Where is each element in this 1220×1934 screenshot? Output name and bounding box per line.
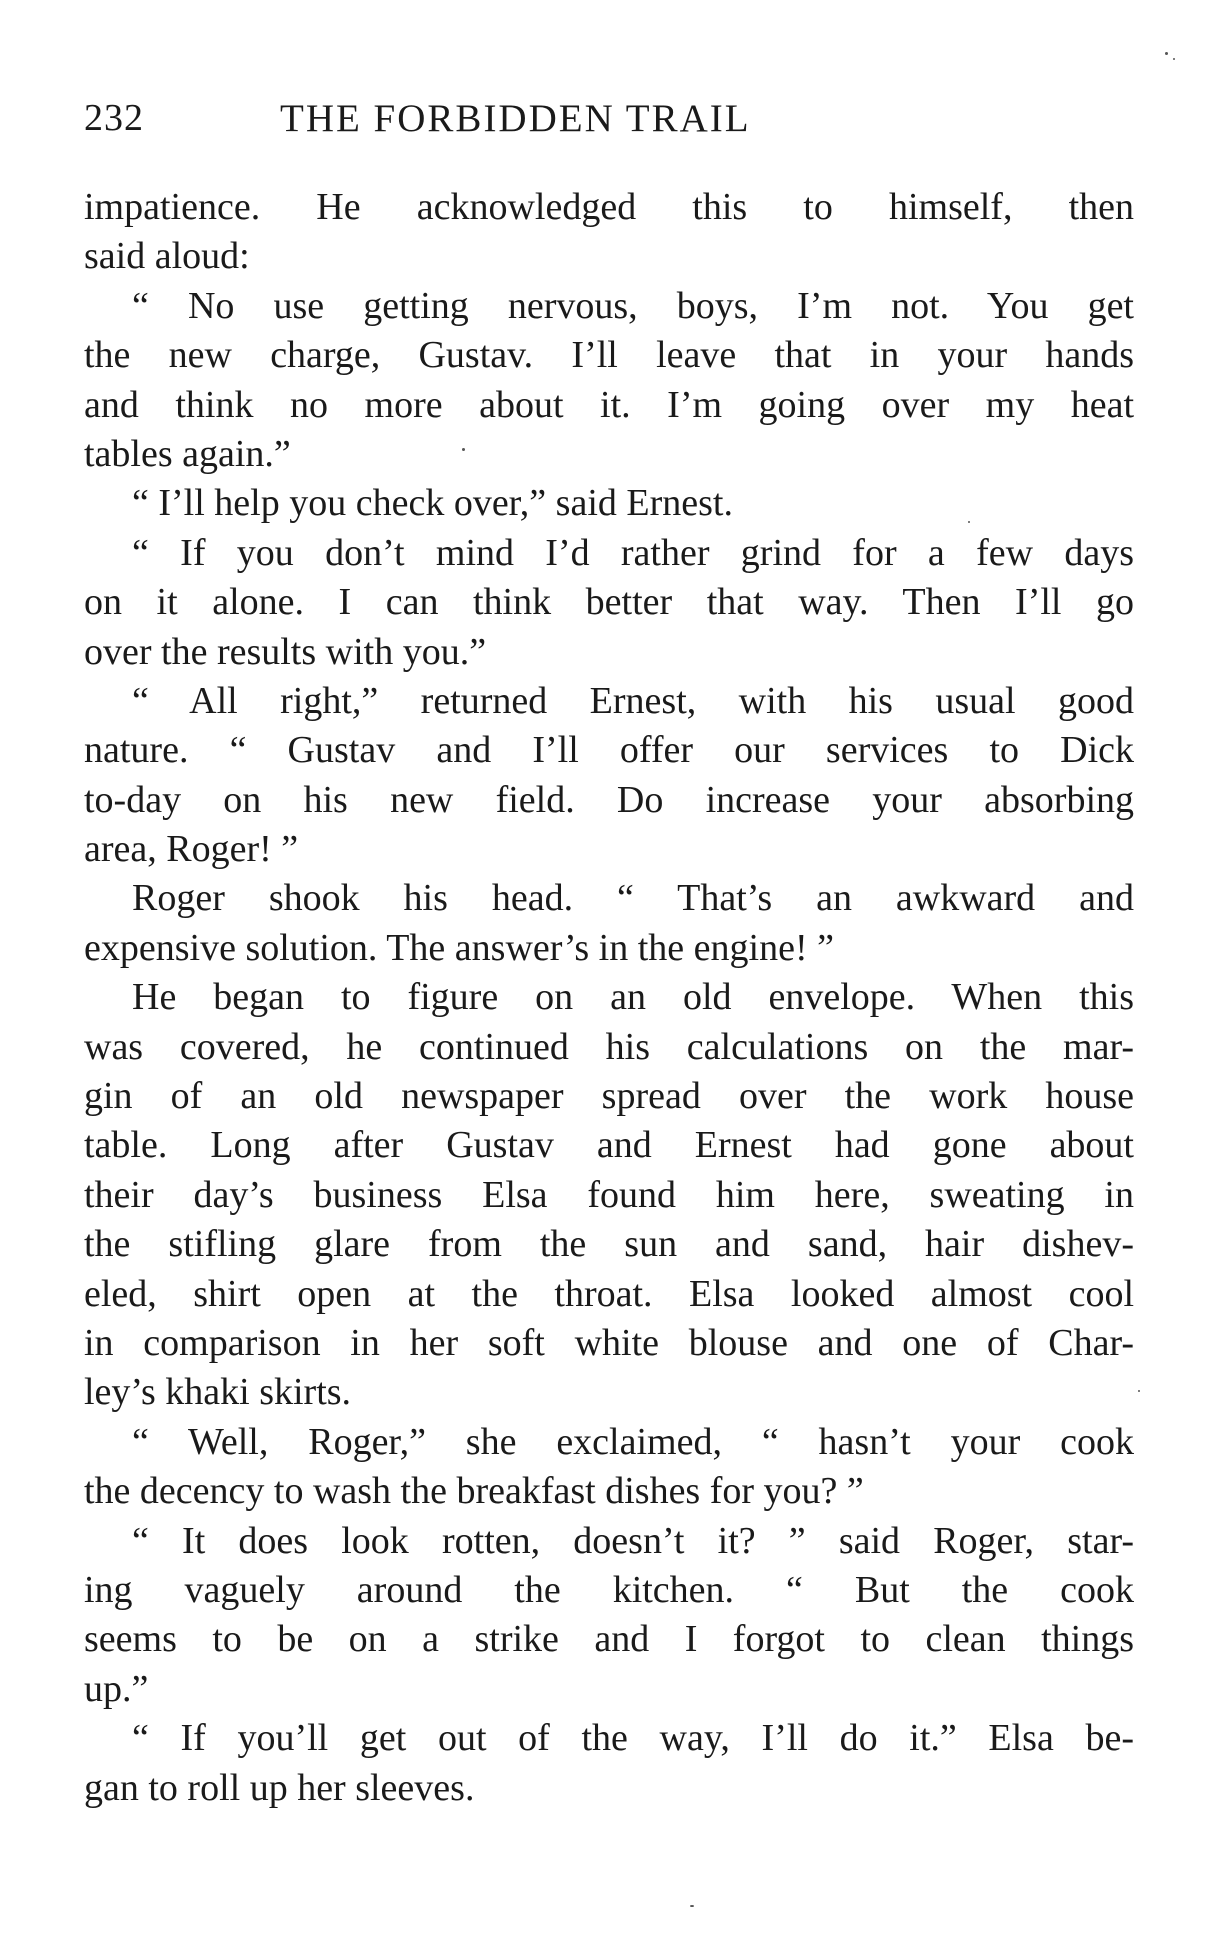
- text-line: on it alone. I can think better that way. Then I’ll go: [84, 581, 1134, 624]
- text-line: “ If you don’t mind I’d rather grind for a few days: [132, 531, 1134, 574]
- body-text: [84, 183, 1134, 1813]
- print-speck: [690, 1905, 694, 1907]
- text-line: “ No use getting nervous, boys, I’m not. You get: [132, 284, 1134, 327]
- text-line: Roger shook his head. “ That’s an awkward and: [132, 877, 1134, 920]
- text-line: ley’s khaki skirts.: [84, 1371, 352, 1414]
- text-line: “ If you’ll get out of the way, I’ll do it.” Elsa be-: [132, 1717, 1134, 1760]
- print-speck: [968, 521, 970, 523]
- text-line: area, Roger! ”: [84, 828, 299, 871]
- text-line: expensive solution. The answer’s in the engine! ”: [84, 926, 834, 969]
- text-line: “ I’ll help you check over,” said Ernest.: [132, 482, 733, 525]
- text-line: gan to roll up her sleeves.: [84, 1766, 475, 1809]
- text-line: ing vaguely around the kitchen. “ But the cook: [84, 1568, 1134, 1611]
- text-line: tables again.”: [84, 432, 291, 475]
- text-line: eled, shirt open at the throat. Elsa looked almost cool: [84, 1272, 1134, 1315]
- text-line: their day’s business Elsa found him here, sweating in: [84, 1173, 1134, 1216]
- text-line: “ It does look rotten, doesn’t it? ” said Roger, star-: [132, 1519, 1134, 1562]
- text-line: in comparison in her soft white blouse and one of Char-: [84, 1321, 1134, 1364]
- page-number: 232: [84, 97, 144, 139]
- text-line: said aloud:: [84, 235, 250, 278]
- text-line: “ All right,” returned Ernest, with his usual good: [132, 679, 1134, 722]
- text-line: nature. “ Gustav and I’ll offer our services to Dick: [84, 729, 1134, 772]
- text-line: and think no more about it. I’m going over my heat: [84, 383, 1134, 426]
- text-line: was covered, he continued his calculations on the mar-: [84, 1025, 1134, 1068]
- text-line: impatience. He acknowledged this to himself, then: [84, 186, 1134, 228]
- text-line: table. Long after Gustav and Ernest had gone about: [84, 1124, 1134, 1167]
- print-speck: [1165, 52, 1168, 55]
- text-line: “ Well, Roger,” she exclaimed, “ hasn’t your cook: [132, 1420, 1134, 1463]
- text-line: to-day on his new field. Do increase your absorbing: [84, 778, 1134, 821]
- running-title: THE FORBIDDEN TRAIL: [280, 97, 751, 140]
- text-line: the stifling glare from the sun and sand, hair dishev-: [84, 1223, 1134, 1266]
- print-speck: [462, 448, 465, 451]
- page-header: [84, 96, 1144, 146]
- text-line: gin of an old newspaper spread over the work house: [84, 1075, 1134, 1118]
- text-line: up.”: [84, 1667, 149, 1710]
- text-line: the new charge, Gustav. I’ll leave that in your hands: [84, 334, 1134, 377]
- text-line: He began to figure on an old envelope. When this: [132, 976, 1134, 1019]
- text-line: over the results with you.”: [84, 630, 487, 673]
- print-speck: [1173, 58, 1175, 60]
- print-speck: [1138, 1390, 1140, 1392]
- text-line: the decency to wash the breakfast dishes for you? ”: [84, 1470, 864, 1513]
- text-line: seems to be on a strike and I forgot to clean things: [84, 1618, 1134, 1661]
